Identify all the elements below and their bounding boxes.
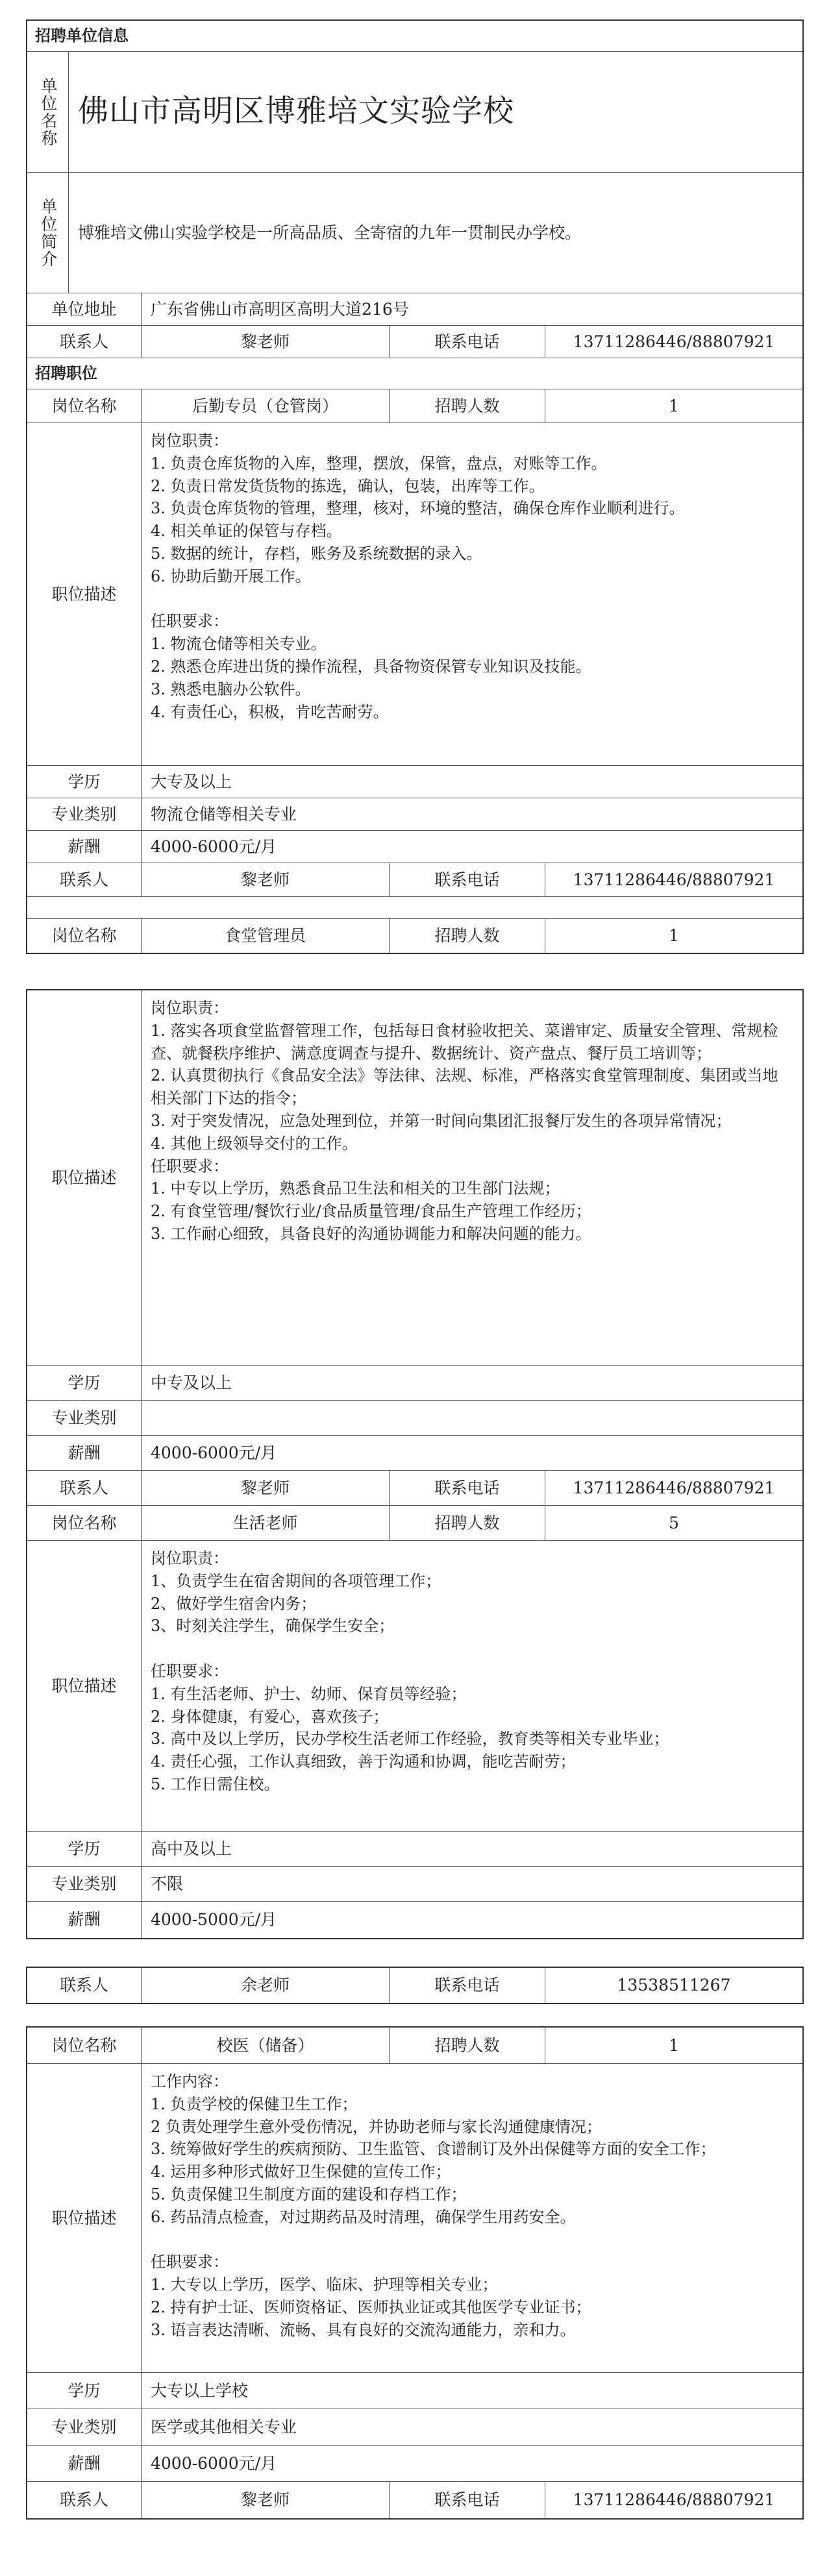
post-salary: 4000-6000元/月 <box>151 837 277 856</box>
post-title: 后勤专员（仓管岗） <box>142 389 390 423</box>
contact-name: 黎老师 <box>142 2482 390 2518</box>
desc-label: 职位描述 <box>27 423 142 765</box>
unit-contact-row <box>27 326 802 358</box>
count-label: 招聘人数 <box>390 919 545 953</box>
post-desc-row <box>27 2064 802 2373</box>
section-title: 招聘单位信息 <box>27 21 802 51</box>
phone-label: 联系电话 <box>390 2482 545 2518</box>
post-header-row <box>27 1506 802 1541</box>
post-major: 不限 <box>151 1874 184 1893</box>
count-label: 招聘人数 <box>390 389 545 423</box>
post-desc: 岗位职责： 1. 落实各项食堂监督管理工作，包括每日食材验收把关、菜谱审定、质量安全管理、常规检查、就餐秩序维护、满意度调查与提升、数据统计、资产盘点、餐厅员工培训等； 2. 认真贯彻执行《食品安全法》等法律、法规、标准，严格落实食堂管理制度、集团或当地相关部门下达的指令； 3. 对于突发情况，应急处理到位，并第一时间向集团汇报餐厅发生的各项异常情况； 4. 其他上级领导交付的工作。 任职要求： 1. 中专以上学历，熟悉食品卫生法和相关的卫生部门法规； 2. 有食堂管理/餐饮行业/食品质量管理/食品生产管理工作经历； 3. 工作耐心细致，具备良好的沟通协调能力和解决问题的能力。 <box>151 999 778 1243</box>
major-label: 专业类别 <box>27 1867 142 1901</box>
major-row <box>27 798 802 831</box>
recruitment-table-3 <box>26 1967 804 2004</box>
recruitment-table-4 <box>26 2026 804 2520</box>
major-label: 专业类别 <box>27 798 142 830</box>
count-label: 招聘人数 <box>390 1506 545 1540</box>
phone-number: 13711286446/88807921 <box>573 2490 775 2510</box>
post-edu: 中专及以上 <box>151 1373 232 1392</box>
phone-number: 13711286446/88807921 <box>573 332 775 351</box>
major-row <box>27 2409 802 2446</box>
post-header-row <box>27 389 802 423</box>
phone-number: 13711286446/88807921 <box>573 1478 775 1497</box>
post-major: 医学或其他相关专业 <box>151 2417 297 2436</box>
post-desc: 工作内容： 1. 负责学校的保健卫生工作； 2 负责处理学生意外受伤情况，并协助老师与家长沟通健康情况； 3. 统筹做好学生的疾病预防、卫生监管、食谱制订及外出保健等方面的安全工作； 4. 运用多种形式做好卫生保健的宣传工作； 5. 负责保健卫生制度方面的建设和存档工作； 6. 药品清点检查，对过期药品及时清理，确保学生用药安全。 任职要求： 1. 大专以上学历，医学、临床、护理等相关专业； 2. 持有护士证、医师资格证、医师执业证或其他医学专业证书； 3. 语言表达清晰、流畅、具有良好的交流沟通能力，亲和力。 <box>151 2072 716 2339</box>
salary-label: 薪酬 <box>27 831 142 863</box>
post-edu: 大专以上学校 <box>151 2381 249 2400</box>
positions-section <box>27 358 802 389</box>
phone-label: 联系电话 <box>390 1968 545 2003</box>
spacer-row <box>27 897 802 919</box>
post-salary: 4000-6000元/月 <box>151 1443 277 1462</box>
edu-row <box>27 1366 802 1401</box>
phone-number: 13538511267 <box>617 1976 731 1995</box>
edu-row <box>27 2373 802 2409</box>
post-contact-row <box>27 1968 802 2003</box>
post-header-row <box>27 919 802 953</box>
unit-address: 广东省佛山市高明区高明大道216号 <box>151 299 409 319</box>
post-label: 岗位名称 <box>27 389 142 423</box>
post-label: 岗位名称 <box>27 2028 142 2063</box>
contact-label: 联系人 <box>27 863 142 896</box>
post-title: 生活老师 <box>142 1506 390 1540</box>
salary-row <box>27 831 802 863</box>
post-edu: 大专及以上 <box>151 772 232 791</box>
major-row <box>27 1401 802 1436</box>
edu-label: 学历 <box>27 2373 142 2409</box>
unit-address-label: 单位地址 <box>27 293 142 325</box>
major-row <box>27 1867 802 1902</box>
salary-label: 薪酬 <box>27 1436 142 1470</box>
unit-intro-row <box>27 173 802 293</box>
phone-label: 联系电话 <box>390 1471 545 1505</box>
post-label: 岗位名称 <box>27 919 142 953</box>
edu-label: 学历 <box>27 1366 142 1400</box>
salary-row <box>27 2446 802 2482</box>
edu-row <box>27 766 802 798</box>
positions-title: 招聘职位 <box>27 358 802 389</box>
desc-label: 职位描述 <box>27 990 142 1365</box>
unit-address-row <box>27 293 802 326</box>
unit-intro: 博雅培文佛山实验学校是一所高品质、全寄宿的九年一贯制民办学校。 <box>78 223 582 242</box>
phone-label: 联系电话 <box>390 326 545 358</box>
unit-name-label: 单位名称 <box>27 52 69 172</box>
edu-label: 学历 <box>27 1832 142 1866</box>
post-desc-row <box>27 1541 802 1832</box>
post-edu: 高中及以上 <box>151 1839 232 1858</box>
salary-label: 薪酬 <box>27 1902 142 1938</box>
contact-label: 联系人 <box>27 2482 142 2518</box>
post-salary: 4000-5000元/月 <box>151 1910 277 1930</box>
contact-name: 黎老师 <box>142 863 390 896</box>
post-desc-row <box>27 423 802 766</box>
desc-label: 职位描述 <box>27 1541 142 1831</box>
post-salary: 4000-6000元/月 <box>151 2453 277 2473</box>
count-label: 招聘人数 <box>390 2028 545 2063</box>
post-contact-row <box>27 2482 802 2518</box>
post-desc: 岗位职责： 1. 负责仓库货物的入库，整理，摆放，保管，盘点，对账等工作。 2. 负责日常发货货物的拣选，确认，包装，出库等工作。 3. 负责仓库货物的管理，整理，核对，环境的整洁，确保仓库作业顺利进行。 4. 相关单证的保管与存档。 5. 数据的统计，存档，账务及系统数据的录入。 6. 协助后勤开展工作。 任职要求： 1. 物流仓储等相关专业。 2. 熟悉仓库进出货的操作流程，具备物资保管专业知识及技能。 3. 熟悉电脑办公软件。 4. 有责任心，积极，肯吃苦耐劳。 <box>151 432 685 721</box>
desc-label: 职位描述 <box>27 2064 142 2372</box>
post-major: 物流仓储等相关专业 <box>151 804 297 824</box>
post-major <box>142 1401 802 1435</box>
unit-intro-label: 单位简介 <box>27 173 69 293</box>
post-desc: 岗位职责： 1、负责学生在宿舍期间的各项管理工作； 2、做好学生宿舍内务； 3、时刻关注学生，确保学生安全； 任职要求： 1. 有生活老师、护士、幼师、保育员等经验； 2. 身体健康，有爱心，喜欢孩子； 3. 高中及以上学历，民办学校生活老师工作经验，教育类等相关专业毕业； 4. 责任心强，工作认真细致，善于沟通和协调，能吃苦耐劳； 5. 工作日需住校。 <box>151 1549 669 1793</box>
unit-name: 佛山市高明区博雅培文实验学校 <box>78 93 514 130</box>
post-header-row <box>27 2028 802 2064</box>
post-count: 5 <box>669 1513 679 1532</box>
post-label: 岗位名称 <box>27 1506 142 1540</box>
post-title: 校医（储备） <box>142 2028 390 2063</box>
empty-cell <box>27 897 802 918</box>
edu-row <box>27 1832 802 1867</box>
recruitment-table-2 <box>26 989 804 1939</box>
contact-label: 联系人 <box>27 326 142 358</box>
contact-name: 黎老师 <box>142 1471 390 1505</box>
major-label: 专业类别 <box>27 1401 142 1435</box>
contact-name: 余老师 <box>142 1968 390 2003</box>
edu-label: 学历 <box>27 766 142 798</box>
recruitment-table-main <box>26 19 804 954</box>
post-desc-row <box>27 990 802 1366</box>
contact-name: 黎老师 <box>142 326 390 358</box>
unit-info-section <box>27 21 802 52</box>
major-label: 专业类别 <box>27 2409 142 2445</box>
salary-row <box>27 1436 802 1471</box>
salary-row <box>27 1902 802 1938</box>
contact-label: 联系人 <box>27 1471 142 1505</box>
post-count: 1 <box>669 396 679 415</box>
contact-label: 联系人 <box>27 1968 142 2003</box>
phone-number: 13711286446/88807921 <box>573 870 775 889</box>
post-count: 1 <box>669 926 679 946</box>
post-title: 食堂管理员 <box>142 919 390 953</box>
unit-name-row <box>27 52 802 173</box>
phone-label: 联系电话 <box>390 863 545 896</box>
salary-label: 薪酬 <box>27 2446 142 2481</box>
post-contact-row <box>27 1471 802 1506</box>
post-contact-row <box>27 863 802 897</box>
post-count: 1 <box>669 2035 679 2055</box>
